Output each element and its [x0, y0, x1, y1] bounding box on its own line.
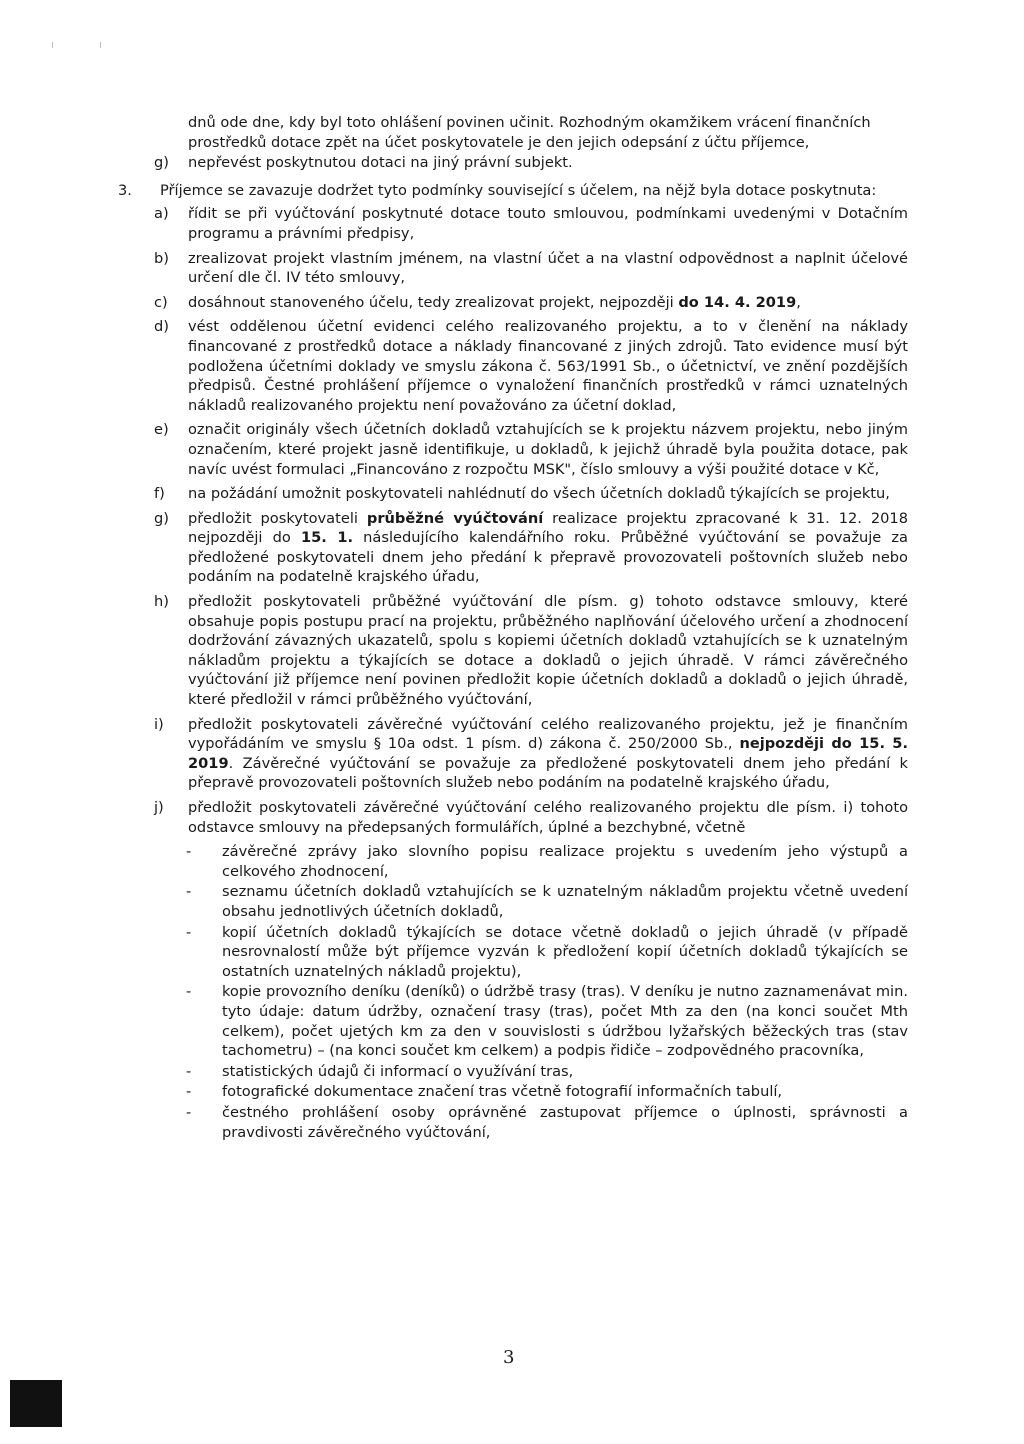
- dash-marker: -: [186, 983, 192, 1001]
- list-marker: e): [154, 421, 169, 439]
- sub-item: [130, 842, 908, 881]
- scan-mark: [100, 42, 101, 48]
- list-item-text: následujícího kalendářního roku. Průběžné vyúčtování se považuje za předložené poskytovateli dnem jeho předání k přepravě provozovateli poštovních služeb nebo podáním na podatelně krajského úřadu,: [188, 529, 908, 586]
- list-marker: a): [154, 205, 169, 223]
- section-text: Příjemce se zavazuje dodržet tyto podmínky související s účelem, na nějž byla dotace poskytnuta:: [160, 181, 877, 199]
- list-item-b: [130, 249, 908, 288]
- list-item-text: vést oddělenou účetní evidenci celého realizovaného projektu, a to v členění na náklady financované z prostředků dotace a náklady financované z jiných zdrojů. Tato evidence musí být podložena účetními doklady ve smyslu zákona č. 563/1991 Sb., o účetnictví, ve znění pozdějších předpisů. Čestné prohlášení příjemce o vynaložení finančních prostředků v rámci uznatelných nákladů realizovaného projektu není považováno za účetní doklad,: [188, 318, 908, 414]
- list-marker: c): [154, 293, 168, 311]
- list-marker: j): [154, 799, 164, 816]
- list-marker: d): [154, 318, 169, 336]
- page-content: [118, 113, 908, 1143]
- list-item-text: předložit poskytovateli závěrečné vyúčtování celého realizovaného projektu, jež je finančním vypořádáním ve smyslu § 10a odst. 1 písm. d) zákona č. 250/2000 Sb.,: [188, 715, 908, 753]
- list-item-text: předložit poskytovateli: [188, 509, 367, 527]
- sub-item-text: statistických údajů či informací o využívání tras,: [222, 1062, 574, 1080]
- dash-marker: -: [186, 883, 192, 901]
- section-number: 3.: [118, 181, 132, 199]
- list-item-text: nepřevést poskytnutou dotaci na jiný právní subjekt.: [188, 154, 573, 172]
- sub-item-text: kopie provozního deníku (deníků) o údržbě trasy (tras). V deníku je nutno zaznamenávat min. tyto údaje: datum údržby, označení trasy (tras), počet Mth za den (na konci součet Mth celkem), počet ujetých km za den v souvislosti s údržbou lyžařských běžeckých tras (stav tachometru) – (na konci součet km celkem) a podpis řidiče – zodpovědného pracovníka,: [222, 983, 908, 1060]
- page-number: 3: [503, 1347, 515, 1368]
- sub-item: [130, 882, 908, 921]
- list-item-text: předložit poskytovateli průběžné vyúčtování dle písm. g) tohoto odstavce smlouvy, které obsahuje popis postupu prací na projektu, průběžného naplňování účelového určení a zhodnocení dodržování závazných ukazatelů, spolu s kopiemi účetních dokladů vztahujících se k uznatelným nákladům projektu a týkajících se dotace a dokladů o jejich úhradě. V rámci závěrečného vyúčtování již příjemce není povinen předložit kopie účetních dokladů a dokladů o jejich úhradě, které předložil v rámci průběžného vyúčtování,: [188, 593, 908, 709]
- list-item-i: [130, 715, 908, 793]
- list-item-f: [130, 484, 908, 504]
- dash-marker: -: [186, 843, 192, 861]
- list-item-text: realizace projektu zpracované k 31. 12. 2018 nejpozději do: [188, 509, 908, 547]
- deadline-bold: do 14. 4. 2019: [678, 293, 797, 311]
- list-item-text: . Závěrečné vyúčtování se považuje za předložené poskytovateli dnem jeho předání k přepravě provozovateli poštovních služeb nebo podáním na podatelně krajského úřadu,: [188, 754, 908, 792]
- sub-item-text: čestného prohlášení osoby oprávněné zastupovat příjemce o úplnosti, správnosti a pravdivosti závěrečného vyúčtování,: [222, 1103, 908, 1141]
- sub-item-text: kopií účetních dokladů týkajících se dotace včetně dokladů o jejich úhradě (v případě nesrovnalostí může být příjemce vyzván k předložení kopií účetních dokladů týkajících se ostatních uznatelných nákladů projektu),: [222, 923, 908, 980]
- list-item-a: [130, 204, 908, 243]
- list-item-text: označit originály všech účetních dokladů vztahujících se k projektu názvem projektu, nebo jiným označením, které projekt jasně identifikuje, u dokladů, k jejichž úhradě byla použita dotace, pak navíc uvést formulaci „Financováno z rozpočtu MSK", číslo smlouvy a výši použité dotace v Kč,: [188, 421, 908, 478]
- list-item-e: [130, 420, 908, 479]
- list-item-c: [130, 293, 908, 313]
- list-marker: g): [154, 154, 169, 172]
- dash-marker: -: [186, 1103, 192, 1121]
- redaction-block: [10, 1380, 62, 1427]
- sub-item-text: závěrečné zprávy jako slovního popisu realizace projektu s uvedením jeho výstupů a celkového zhodnocení,: [222, 843, 908, 880]
- deadline-bold: 15. 1.: [300, 529, 354, 547]
- list-item-h: [130, 592, 908, 710]
- scan-mark: [52, 42, 53, 48]
- continued-paragraph: dnů ode dne, kdy byl toto ohlášení povinen učinit. Rozhodným okamžikem vrácení finančních prostředků dotace zpět na účet poskytovatele je den jejich odepsání z účtu příjemce,: [188, 114, 871, 151]
- list-item-g: [130, 509, 908, 587]
- list-marker: g): [154, 509, 169, 527]
- sub-item: [130, 1103, 908, 1142]
- list-item-text: zrealizovat projekt vlastním jménem, na vlastní účet a na vlastní odpovědnost a naplnit účelové určení dle čl. IV této smlouvy,: [188, 249, 908, 287]
- dash-marker: -: [186, 1083, 192, 1101]
- deadline-bold: nejpozději do 15. 5. 2019: [188, 735, 908, 772]
- list-item-text: předložit poskytovateli závěrečné vyúčtování celého realizovaného projektu dle písm. i) tohoto odstavce smlouvy na předepsaných formulářích, úplné a bezchybné, včetně: [188, 799, 908, 836]
- list-item-text: dosáhnout stanoveného účelu, tedy zrealizovat projekt, nejpozději: [188, 293, 679, 311]
- list-item-text: na požádání umožnit poskytovateli nahlédnutí do všech účetních dokladů týkajících se projektu,: [188, 485, 890, 503]
- bold-term: průběžné vyúčtování: [366, 509, 544, 527]
- list-item-j: [130, 798, 908, 837]
- list-marker: i): [154, 715, 164, 733]
- sub-item-text: seznamu účetních dokladů vztahujících se k uznatelným nákladům projektu včetně uvedení obsahu jednotlivých účetních dokladů,: [222, 883, 908, 920]
- sub-item-text: fotografické dokumentace značení tras včetně fotografií informačních tabulí,: [222, 1083, 783, 1101]
- list-marker: h): [154, 593, 169, 611]
- list-item-g-prev: [130, 153, 908, 173]
- section-3: [118, 181, 908, 201]
- list-item-text: ,: [796, 293, 801, 311]
- sub-item: [130, 923, 908, 982]
- list-item-d: [130, 317, 908, 415]
- list-item-text: řídit se při vyúčtování poskytnuté dotace touto smlouvou, podmínkami uvedenými v Dotačním programu a právními předpisy,: [188, 205, 908, 242]
- dash-marker: -: [186, 923, 192, 941]
- sub-item: [130, 1082, 908, 1102]
- dash-marker: -: [186, 1062, 192, 1080]
- sub-item: [130, 1062, 908, 1082]
- list-marker: f): [154, 485, 165, 503]
- list-marker: b): [154, 249, 169, 267]
- sub-item: [130, 982, 908, 1060]
